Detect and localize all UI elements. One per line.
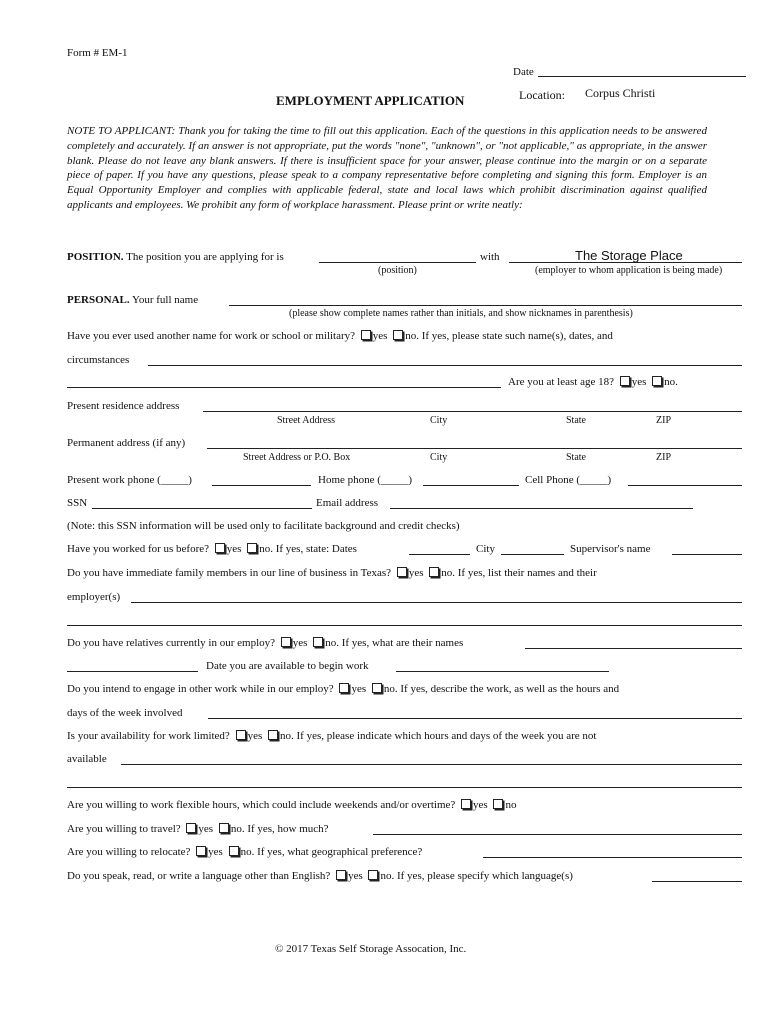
employers-label: employer(s) (67, 591, 121, 603)
permanent-city-caption: City (430, 452, 448, 463)
flexible-no-checkbox[interactable] (493, 799, 503, 809)
email-label: Email address (316, 497, 379, 509)
note-to-applicant: NOTE TO APPLICANT: Thank you for taking the time to fill out this application. Each of the questions in this application needs to be answered completely and accurately. If an answer is not appropriate, put the words "none", "unknown", or "not applicable," as appropriate, in the answer blank. Please do not leave any blank answers. If there is insufficient space for your answer, please continue into the margin or on a separate piece of paper. If you have any questions, please speak to a company representative before completing and signing this form. Employer is an Equal Opportunity Employer and complies with applicable federal, state and local laws which prohibit discrimination against qualified applicants and employees. We prohibit any form of workplace harassment. Please print or write neatly: (67, 125, 707, 211)
page-title: EMPLOYMENT APPLICATION (276, 93, 465, 108)
other-work-question: Do you intend to engage in other work while in our employ? yes no. If yes, describe the work, as well as the hours and (67, 683, 620, 695)
present-street-caption: Street Address (277, 415, 336, 426)
present-address-field[interactable] (203, 411, 742, 412)
flexible-yes-checkbox[interactable] (461, 799, 471, 809)
relatives-no-checkbox[interactable] (313, 637, 323, 647)
other-work-yes-checkbox[interactable] (339, 683, 349, 693)
circumstances-field[interactable] (148, 365, 742, 366)
available-field[interactable] (121, 764, 742, 765)
other-work-no-checkbox[interactable] (372, 683, 382, 693)
age-question: Are you at least age 18? yes no. (508, 376, 678, 388)
relatives-field-2[interactable] (67, 671, 198, 672)
worked-no-checkbox[interactable] (247, 543, 257, 553)
language-yes-checkbox[interactable] (336, 870, 346, 880)
limited-yes-checkbox[interactable] (236, 730, 246, 740)
worked-yes-checkbox[interactable] (215, 543, 225, 553)
worked-before-question: Have you worked for us before? yes no. If yes, state: Dates (67, 543, 357, 555)
copyright-footer: © 2017 Texas Self Storage Assocation, Inc. (275, 943, 467, 955)
days-involved-field[interactable] (208, 718, 742, 719)
full-name-caption: (please show complete names rather than initials, and show nicknames in parenthesis) (289, 308, 633, 319)
other-name-yes-checkbox[interactable] (361, 330, 371, 340)
other-name-no-checkbox[interactable] (393, 330, 403, 340)
available-date-label: Date you are available to begin work (206, 660, 369, 672)
personal-row (67, 294, 198, 306)
cell-phone-label: Cell Phone (_____) (525, 474, 612, 486)
permanent-address-field[interactable] (207, 448, 742, 449)
family-yes-checkbox[interactable] (397, 567, 407, 577)
present-state-caption: State (566, 415, 586, 426)
worked-city-label: City (476, 543, 495, 555)
permanent-address-label: Permanent address (if any) (67, 437, 186, 449)
form-number: Form # EM-1 (67, 47, 128, 59)
language-question: Do you speak, read, or write a language other than English? yes no. If yes, please specify which language(s) (67, 870, 573, 882)
age-no-checkbox[interactable] (652, 376, 662, 386)
position-caption: (position) (378, 265, 417, 276)
work-phone-field[interactable] (212, 485, 311, 486)
permanent-zip-caption: ZIP (656, 452, 671, 463)
work-phone-label: Present work phone (_____) (67, 474, 192, 486)
present-zip-caption: ZIP (656, 415, 671, 426)
employer-value[interactable]: The Storage Place (575, 248, 683, 263)
location-value[interactable]: Corpus Christi (585, 86, 656, 100)
family-no-checkbox[interactable] (429, 567, 439, 577)
travel-field[interactable] (373, 834, 742, 835)
permanent-street-caption: Street Address or P.O. Box (243, 452, 351, 463)
ssn-label: SSN (67, 497, 88, 509)
position-heading: POSITION. (67, 251, 124, 263)
employers-field-2[interactable] (67, 625, 742, 626)
language-no-checkbox[interactable] (368, 870, 378, 880)
relatives-question: Do you have relatives currently in our employ? yes no. If yes, what are their names (67, 637, 464, 649)
present-address-label: Present residence address (67, 400, 180, 412)
limited-no-checkbox[interactable] (268, 730, 278, 740)
other-name-question: Have you ever used another name for work or school or military? yes no. If yes, please state such name(s), dates, and (67, 330, 613, 342)
employers-field[interactable] (131, 602, 742, 603)
position-row (67, 251, 284, 263)
permanent-state-caption: State (566, 452, 586, 463)
available-label: available (67, 753, 107, 765)
relocate-field[interactable] (483, 857, 742, 858)
full-name-field[interactable] (229, 305, 742, 306)
ssn-note: (Note: this SSN information will be used only to facilitate background and credit checks) (67, 520, 460, 532)
flexible-question: Are you willing to work flexible hours, which could include weekends and/or overtime? yes no (67, 799, 517, 811)
limited-question: Is your availability for work limited? yes no. If yes, please indicate which hours and days of the week you are not (67, 730, 597, 742)
email-field[interactable] (390, 508, 693, 509)
days-involved-label: days of the week involved (67, 707, 183, 719)
full-name-label: Your full name (132, 294, 199, 306)
position-with: with (480, 251, 500, 263)
home-phone-field[interactable] (423, 485, 519, 486)
worked-dates-field[interactable] (409, 554, 470, 555)
circumstances-label: circumstances (67, 354, 130, 366)
relatives-yes-checkbox[interactable] (281, 637, 291, 647)
date-field[interactable] (538, 76, 746, 77)
travel-question: Are you willing to travel? yes no. If yes, how much? (67, 823, 329, 835)
personal-heading: PERSONAL. (67, 294, 130, 306)
worked-supervisor-field[interactable] (672, 554, 742, 555)
relocate-yes-checkbox[interactable] (196, 846, 206, 856)
location-label: Location: (519, 88, 565, 102)
circumstances-field-2[interactable] (67, 387, 501, 388)
age-yes-checkbox[interactable] (620, 376, 630, 386)
worked-city-field[interactable] (501, 554, 564, 555)
relocate-question: Are you willing to relocate? yes no. If yes, what geographical preference? (67, 846, 423, 858)
position-text: The position you are applying for is (126, 251, 284, 263)
relatives-field[interactable] (525, 648, 742, 649)
ssn-field[interactable] (92, 508, 312, 509)
travel-yes-checkbox[interactable] (186, 823, 196, 833)
language-field[interactable] (652, 881, 742, 882)
worked-supervisor-label: Supervisor's name (570, 543, 651, 555)
available-date-field[interactable] (396, 671, 609, 672)
family-question: Do you have immediate family members in our line of business in Texas? yes no. If yes, list their names and their (67, 567, 597, 579)
cell-phone-field[interactable] (628, 485, 742, 486)
relocate-no-checkbox[interactable] (229, 846, 239, 856)
employer-caption: (employer to whom application is being made) (535, 265, 723, 276)
travel-no-checkbox[interactable] (219, 823, 229, 833)
date-label: Date (513, 66, 534, 78)
position-field[interactable] (319, 262, 476, 263)
home-phone-label: Home phone (_____) (318, 474, 413, 486)
available-field-2[interactable] (67, 787, 742, 788)
present-city-caption: City (430, 415, 448, 426)
